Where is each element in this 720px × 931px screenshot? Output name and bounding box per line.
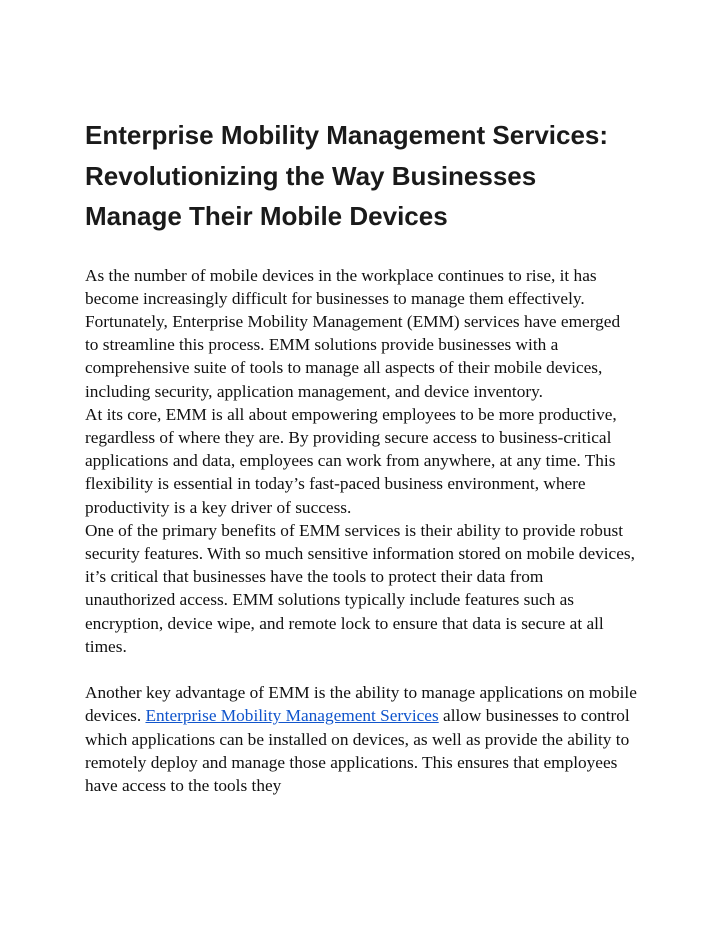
paragraph-intro: As the number of mobile devices in the workplace continues to rise, it has become increasingly difficult for businesses to manage them effectively. Fortunately, Enterprise Mobility Management (EMM) services have emerged to streamline this process. EMM solutions provide businesses with a comprehensive suite of tools to manage all aspects of their mobile devices, including security, application management, and device inventory. — [85, 265, 621, 401]
emm-services-link[interactable]: Enterprise Mobility Management Services — [145, 706, 439, 726]
document-page — [85, 115, 637, 797]
paragraph-core: At its core, EMM is all about empowering employees to be more productive, regardless of where they are. By providing secure access to business-critical applications and data, employees can work from anywhere, at any time. This flexibility is essential in today’s fast-paced business environment, where productivity is a key driver of success. — [85, 404, 617, 517]
paragraph-applications-start: Another key advantage of EMM is the ability to manage applications on mobile devices. — [85, 683, 637, 726]
paragraph-applications-end: allow businesses to control which applications can be installed on devices, as well as provide the ability to remotely deploy and manage those applications. This ensures that employees have access to the tools they — [85, 706, 630, 795]
paragraph-spacer — [85, 658, 637, 681]
article-title: Enterprise Mobility Management Services: Revolutionizing the Way Businesses Manage Their Mobile Devices — [85, 120, 609, 231]
paragraph-security: One of the primary benefits of EMM services is their ability to provide robust security features. With so much sensitive information stored on mobile devices, it’s critical that businesses have the tools to protect their data from unauthorized access. EMM solutions typically include features such as encryption, device wipe, and remote lock to ensure that data is secure at all times. — [85, 520, 635, 656]
paragraph-applications — [85, 681, 637, 797]
